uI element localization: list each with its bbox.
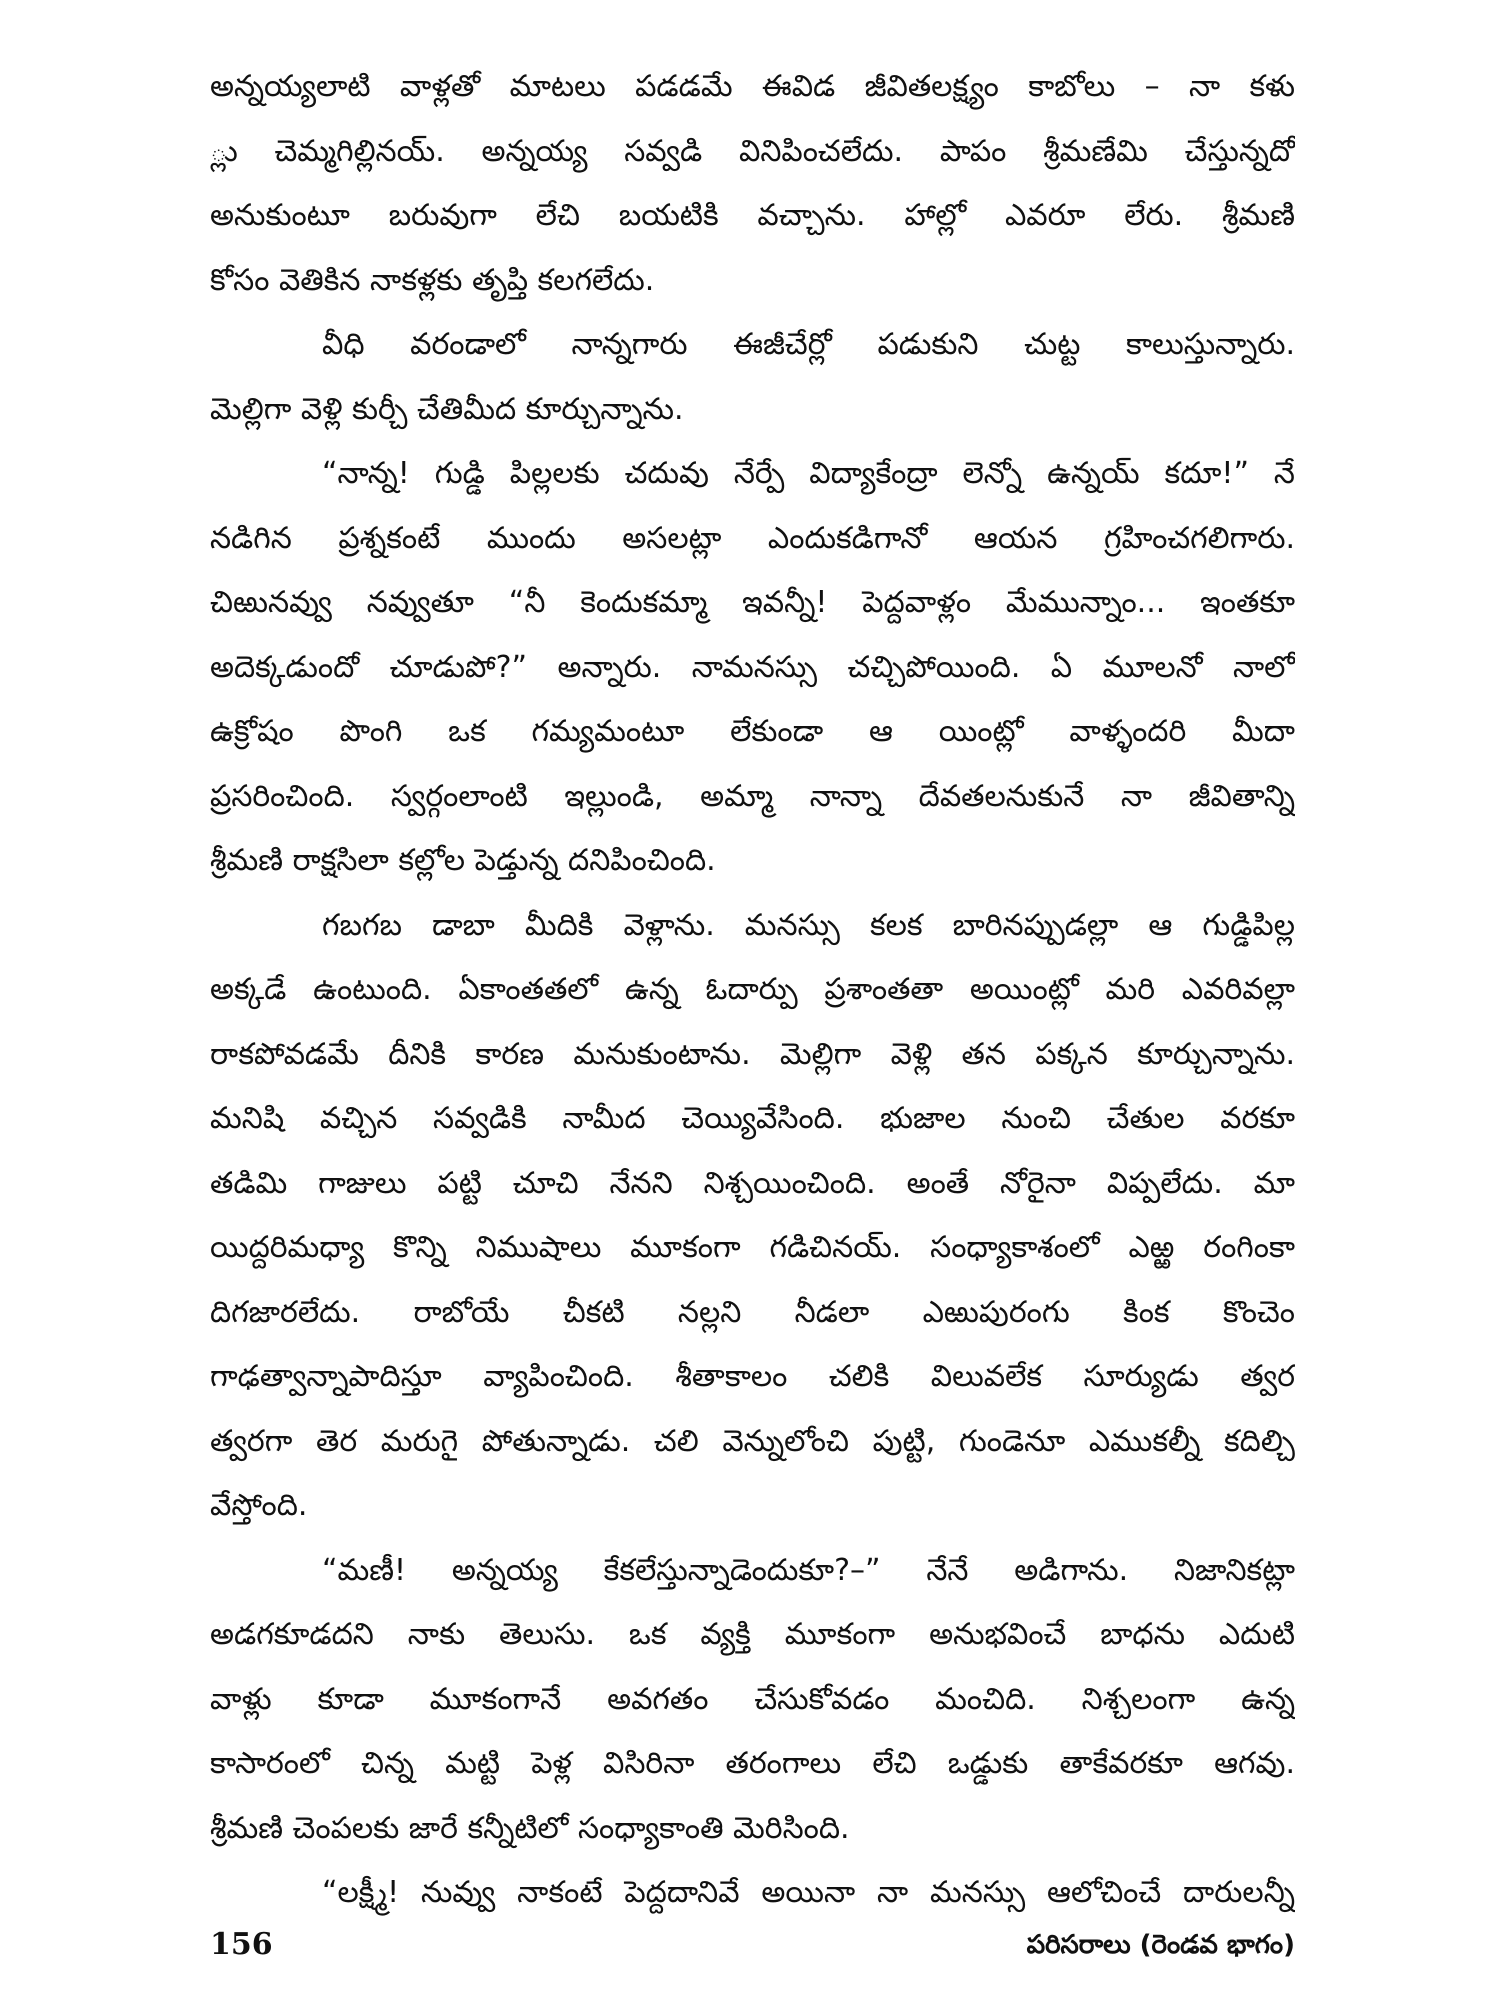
text-line: “నాన్న! గుడ్డి పిల్లలకు చదువు నేర్పే విద్యాకేంద్రా లెన్నో ఉన్నయ్ కదూ!” నే xyxy=(322,456,1295,491)
running-title: పరిసరాలు (రెండవ భాగం) xyxy=(1026,1930,1295,1960)
text-line: శ్రీమణి చెంపలకు జారే కన్నీటిలో సంధ్యాకాంతి మెరిసింది. xyxy=(210,1810,850,1846)
text-line: కాసారంలో చిన్న మట్టి పెళ్ల విసిరినా తరంగాలు లేచి ఒడ్డుకు తాకేవరకూ ఆగవు. xyxy=(210,1746,1295,1781)
text-line: అన్నయ్యలాటి వాళ్లతో మాటలు పడడమే ఈవిడ జీవితలక్ష్యం కాబోలు – నా కళు xyxy=(210,69,1295,104)
page-number: 156 xyxy=(210,1927,273,1962)
text-line: అక్కడే ఉంటుంది. ఏకాంతతలో ఉన్న ఓదార్పు ప్రశాంతతా అయింట్లో మరి ఎవరివల్లా xyxy=(210,972,1295,1007)
text-line: రాకపోవడమే దీనికి కారణ మనుకుంటాను. మెల్లిగా వెళ్లి తన పక్కన కూర్చున్నాను. xyxy=(210,1036,1295,1072)
text-line: మనిషి వచ్చిన సవ్వడికి నామీద చెయ్యివేసింది. భుజాల నుంచి చేతుల వరకూ xyxy=(210,1101,1295,1136)
text-line: గాఢత్వాన్నాపాదిస్తూ వ్యాపించింది. శీతాకాలం చలికి విలువలేక సూర్యుడు త్వర xyxy=(210,1359,1295,1394)
text-line: వేస్తోంది. xyxy=(210,1488,308,1523)
text-line: “లక్ష్మీ! నువ్వు నాకంటే పెద్దదానివే అయినా నా మనస్సు ఆలోచించే దారులన్నీ xyxy=(322,1875,1295,1910)
text-line: ్లు చెమ్మగిల్లినయ్. అన్నయ్య సవ్వడి వినిపించలేదు. పాపం శ్రీమణేమి చేస్తున్నదో xyxy=(210,133,1295,169)
text-line: చిఱునవ్వు నవ్వుతూ “నీ కెందుకమ్మా ఇవన్నీ! పెద్దవాళ్లం మేమున్నాం... ఇంతకూ xyxy=(210,585,1295,620)
text-line: వాళ్లు కూడా మూకంగానే అవగతం చేసుకోవడం మంచిది. నిశ్చలంగా ఉన్న xyxy=(210,1681,1295,1717)
page-footer xyxy=(210,1925,1295,1965)
text-line: వీధి వరండాలో నాన్నగారు ఈజీచేర్లో పడుకుని చుట్ట కాలుస్తున్నారు. xyxy=(322,327,1295,362)
text-line: శ్రీమణి రాక్షసిలా కల్లోల పెడ్తున్న దనిపించింది. xyxy=(210,843,716,878)
text-line: తడిమి గాజులు పట్టి చూచి నేనని నిశ్చయించింది. అంతే నోరైనా విప్పలేదు. మా xyxy=(210,1165,1295,1201)
text-line: ఉక్రోషం పొంగి ఒక గమ్యమంటూ లేకుండా ఆ యింట్లో వాళ్ళందరి మీదా xyxy=(210,714,1295,749)
text-line: దిగజారలేదు. రాబోయే చీకటి నల్లని నీడలా ఎఱుపురంగు కింక కొంచెం xyxy=(210,1294,1295,1330)
text-line: అనుకుంటూ బరువుగా లేచి బయటికి వచ్చాను. హాల్లో ఎవరూ లేరు. శ్రీమణి xyxy=(210,198,1295,233)
text-line: అదెక్కడుందో చూడుపో?” అన్నారు. నామనస్సు చచ్చిపోయింది. ఏ మూలనో నాలో xyxy=(210,649,1295,685)
text-line: మెల్లిగా వెళ్లి కుర్చీ చేతిమీద కూర్చున్నాను. xyxy=(210,391,684,427)
text-line: “మణీ! అన్నయ్య కేకలేస్తున్నాడెందుకూ?–” నేనే అడిగాను. నిజానికట్లా xyxy=(322,1552,1295,1588)
text-line: త్వరగా తెర మరుగై పోతున్నాడు. చలి వెన్నులోంచి పుట్టి, గుండెనూ ఎముకల్నీ కదిల్చి xyxy=(210,1423,1295,1459)
text-line: నడిగిన ప్రశ్నకంటే ముందు అసలట్లా ఎందుకడిగానో ఆయన గ్రహించగలిగారు. xyxy=(210,520,1295,556)
text-line: యిద్దరిమధ్యా కొన్ని నిముషాలు మూకంగా గడిచినయ్. సంధ్యాకాశంలో ఎఱ్ఱ రంగింకా xyxy=(210,1230,1295,1265)
text-line: ప్రసరించింది. స్వర్గంలాంటి ఇల్లుండి, అమ్మా నాన్నా దేవతలనుకునే నా జీవితాన్ని xyxy=(210,778,1295,814)
text-line: అడగకూడదని నాకు తెలుసు. ఒక వ్యక్తి మూకంగా అనుభవించే బాధను ఎదుటి xyxy=(210,1617,1295,1652)
text-line: కోసం వెతికిన నాకళ్లకు తృప్తి కలగలేదు. xyxy=(210,262,655,298)
text-line: గబగబ డాబా మీదికి వెళ్లాను. మనస్సు కలక బారినప్పుడల్లా ఆ గుడ్డిపిల్ల xyxy=(322,907,1295,943)
body-text xyxy=(210,55,1295,1926)
